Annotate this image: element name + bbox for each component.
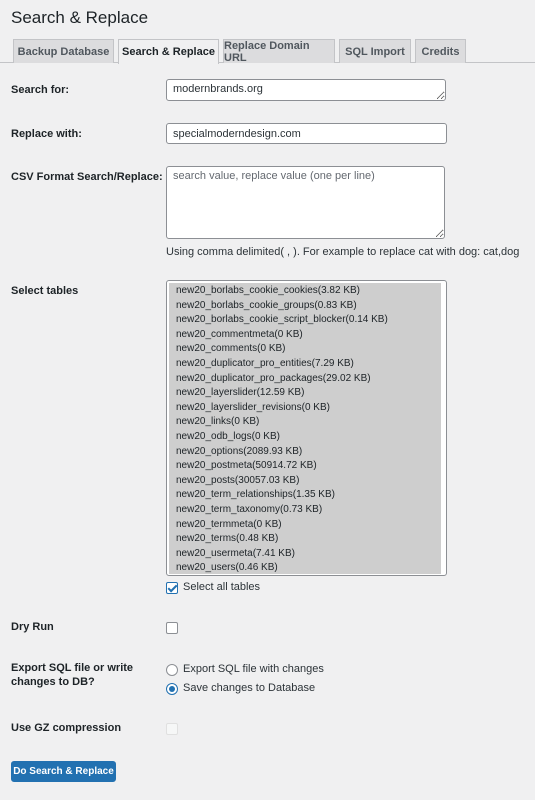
page-title: Search & Replace [11, 8, 149, 27]
csv-help-text: Using comma delimited( , ). For example to replace cat with dog: cat,dog [166, 246, 520, 258]
save-db-label: Save changes to Database [183, 682, 316, 694]
do-search-replace-button[interactable]: Do Search & Replace [11, 761, 116, 782]
dry-run-checkbox[interactable] [166, 622, 178, 634]
gz-label: Use GZ compression [11, 722, 122, 734]
table-option[interactable]: new20_termmeta(0 KB) [176, 518, 282, 530]
export-label-line1: Export SQL file or write [11, 662, 134, 674]
select-all-tables-checkbox[interactable] [166, 582, 178, 594]
table-option[interactable]: new20_usermeta(7.41 KB) [176, 547, 295, 559]
table-option[interactable]: new20_duplicator_pro_packages(29.02 KB) [176, 372, 371, 384]
table-option[interactable]: new20_borlabs_cookie_script_blocker(0.14 KB) [176, 314, 388, 326]
csv-label: CSV Format Search/Replace: [11, 171, 163, 183]
tables-list [169, 283, 441, 574]
tab-backup-database[interactable]: Backup Database [13, 39, 114, 63]
export-label-line2: changes to DB? [11, 676, 95, 688]
table-option[interactable]: new20_options(2089.93 KB) [176, 445, 303, 457]
table-option[interactable]: new20_layerslider(12.59 KB) [176, 387, 305, 399]
save-db-radio[interactable] [166, 683, 178, 695]
table-option[interactable]: new20_borlabs_cookie_groups(0.83 KB) [176, 299, 357, 311]
table-option[interactable]: new20_term_relationships(1.35 KB) [176, 489, 335, 501]
table-option[interactable]: new20_links(0 KB) [176, 416, 260, 428]
table-option[interactable]: new20_postmeta(50914.72 KB) [176, 460, 317, 472]
export-sql-radio[interactable] [166, 664, 178, 676]
table-option[interactable]: new20_terms(0.48 KB) [176, 533, 279, 545]
tab-replace-domain-url[interactable]: Replace Domain URL [223, 39, 335, 63]
table-option[interactable]: new20_term_taxonomy(0.73 KB) [176, 503, 323, 515]
table-option[interactable]: new20_borlabs_cookie_cookies(3.82 KB) [176, 285, 361, 296]
table-option[interactable]: new20_layerslider_revisions(0 KB) [176, 401, 330, 413]
tab-credits[interactable]: Credits [415, 39, 466, 63]
export-label [11, 661, 133, 689]
table-option[interactable]: new20_comments(0 KB) [176, 343, 286, 355]
csv-textarea[interactable] [166, 166, 445, 239]
tab-bar [0, 39, 535, 63]
search-label: Search for: [11, 84, 70, 96]
export-sql-label: Export SQL file with changes [183, 663, 324, 675]
gz-checkbox[interactable] [166, 723, 178, 735]
table-option[interactable]: new20_users(0.46 KB) [176, 562, 278, 574]
select-all-tables-label: Select all tables [183, 581, 261, 593]
table-option[interactable]: new20_commentmeta(0 KB) [176, 328, 303, 340]
tab-sql-import[interactable]: SQL Import [339, 39, 411, 63]
replace-label: Replace with: [11, 128, 82, 140]
tables-label: Select tables [11, 285, 79, 297]
dry-run-label: Dry Run [11, 621, 54, 633]
tables-multiselect[interactable] [166, 280, 447, 576]
table-option[interactable]: new20_duplicator_pro_entities(7.29 KB) [176, 357, 354, 369]
search-input[interactable] [166, 79, 446, 101]
tab-search-replace[interactable]: Search & Replace [118, 39, 219, 64]
replace-input[interactable] [166, 123, 447, 144]
table-option[interactable]: new20_odb_logs(0 KB) [176, 430, 280, 442]
table-option[interactable]: new20_posts(30057.03 KB) [176, 474, 300, 486]
